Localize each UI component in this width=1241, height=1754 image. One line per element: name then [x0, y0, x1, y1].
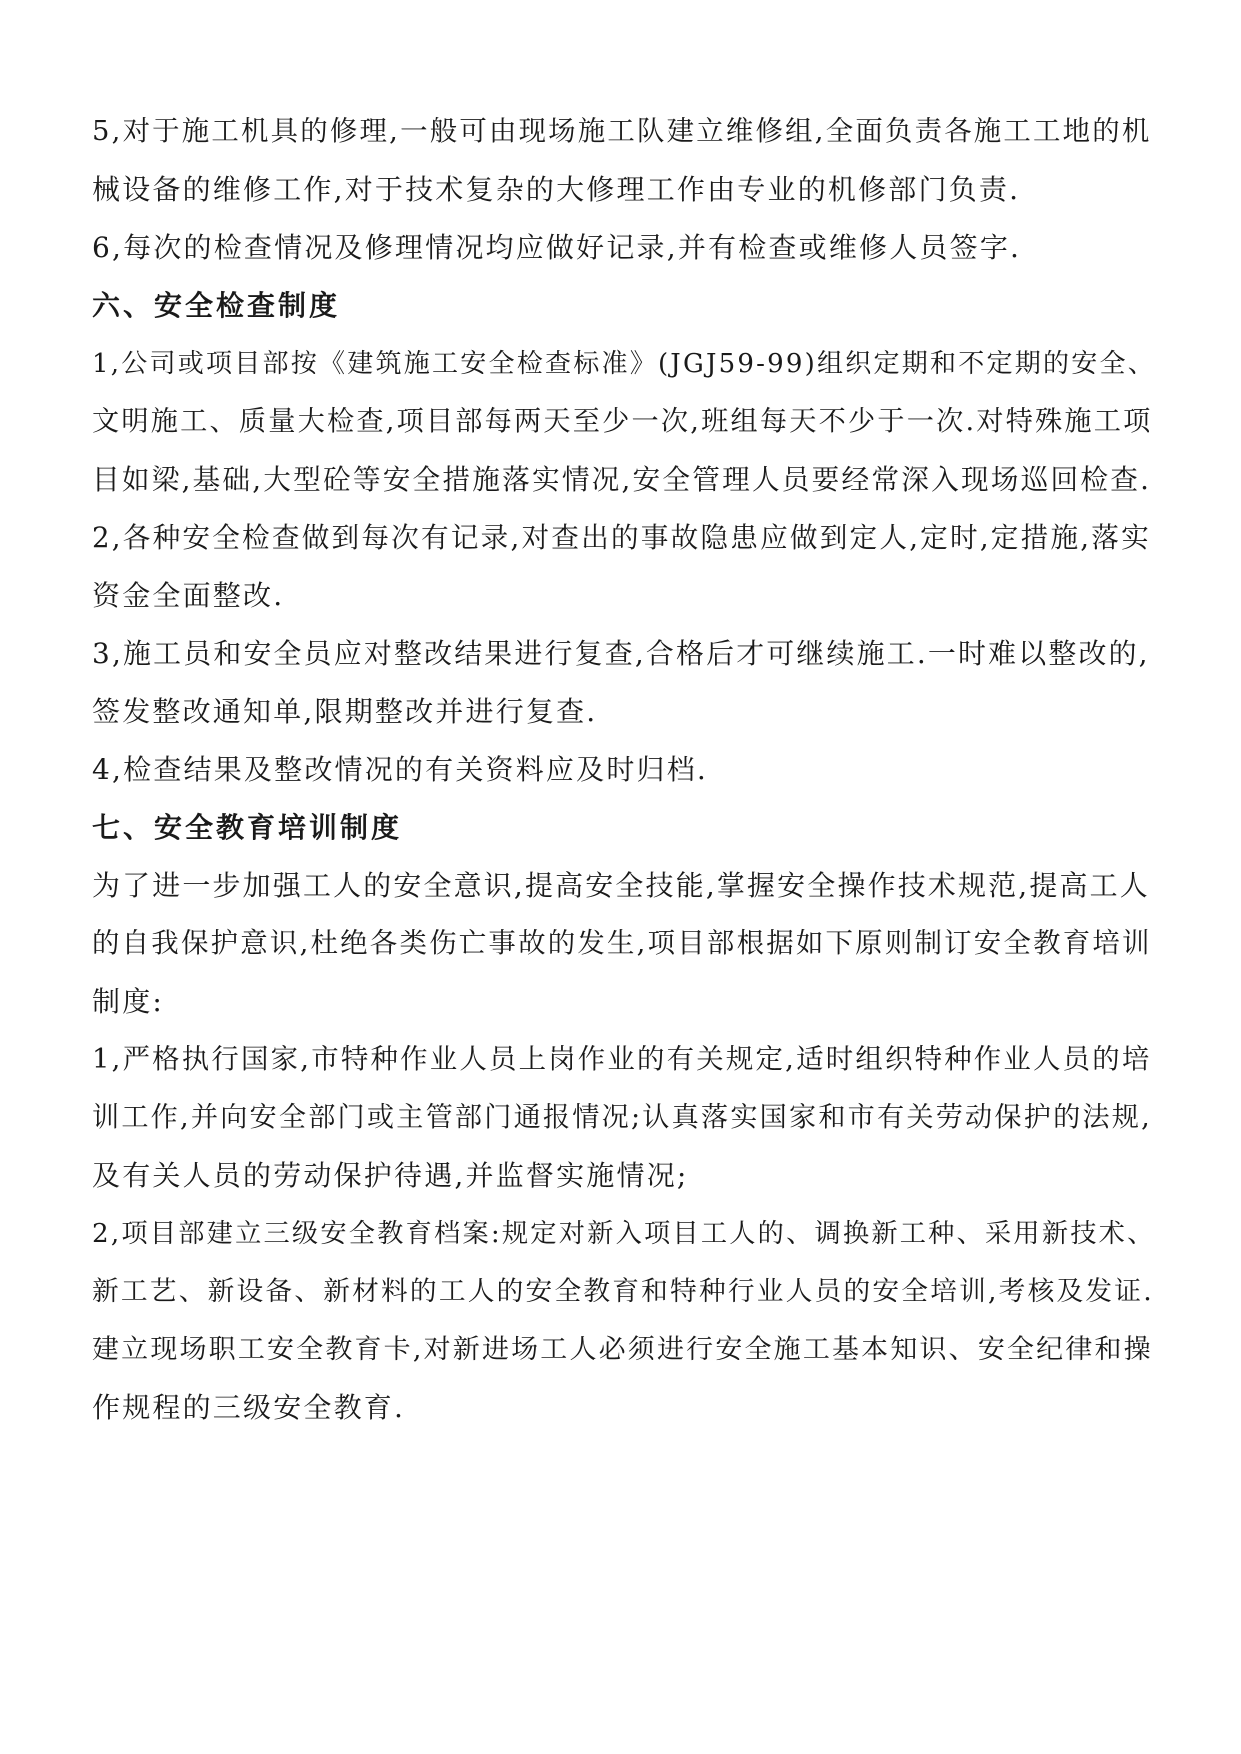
paragraph-line: 训工作,并向安全部门或主管部门通报情况;认真落实国家和市有关劳动保护的法规,	[92, 1102, 1152, 1133]
paragraph-line: 制度:	[92, 985, 165, 1018]
section-heading: 七、安全教育培训制度	[92, 811, 403, 844]
paragraph-line: 文明施工、质量大检查,项目部每两天至少一次,班组每天不少于一次.对特殊施工项	[92, 406, 1153, 437]
paragraph-line: 2,项目部建立三级安全教育档案:规定对新入项目工人的、调换新工种、采用新技术、	[92, 1219, 1156, 1249]
paragraph-line: 4,检查结果及整改情况的有关资料应及时归档.	[92, 753, 709, 786]
section-heading: 六、安全检查制度	[92, 289, 341, 322]
paragraph-line: 械设备的维修工作,对于技术复杂的大修理工作由专业的机修部门负责.	[92, 173, 1021, 206]
paragraph-line: 5,对于施工机具的修理,一般可由现场施工队建立维修组,全面负责各施工工地的机	[92, 116, 1152, 147]
paragraph-line: 为了进一步加强工人的安全意识,提高安全技能,掌握安全操作技术规范,提高工人	[92, 869, 1150, 902]
paragraph-line: 3,施工员和安全员应对整改结果进行复查,合格后才可继续施工.一时难以整改的,	[92, 637, 1150, 670]
paragraph-line: 建立现场职工安全教育卡,对新进场工人必须进行安全施工基本知识、安全纪律和操	[92, 1334, 1153, 1365]
paragraph-line: 签发整改通知单,限期整改并进行复查.	[92, 695, 598, 728]
paragraph-line: 的自我保护意识,杜绝各类伤亡事故的发生,项目部根据如下原则制订安全教育培训	[92, 928, 1152, 959]
paragraph-line: 作规程的三级安全教育.	[92, 1391, 406, 1424]
paragraph-line: 及有关人员的劳动保护待遇,并监督实施情况;	[92, 1159, 689, 1192]
paragraph-line: 新工艺、新设备、新材料的工人的安全教育和特种行业人员的安全培训,考核及发证.	[92, 1276, 1154, 1307]
paragraph-line: 1,严格执行国家,市特种作业人员上岗作业的有关规定,适时组织特种作业人员的培	[92, 1044, 1152, 1075]
paragraph-line: 2,各种安全检查做到每次有记录,对查出的事故隐患应做到定人,定时,定措施,落实	[92, 521, 1151, 554]
paragraph-line: 1,公司或项目部按《建筑施工安全检查标准》(JGJ59-99)组织定期和不定期的安全、	[92, 349, 1157, 379]
paragraph-line: 资金全面整改.	[92, 579, 285, 612]
paragraph-line: 目如梁,基础,大型砼等安全措施落实情况,安全管理人员要经常深入现场巡回检查.	[92, 463, 1152, 496]
paragraph-line: 6,每次的检查情况及修理情况均应做好记录,并有检查或维修人员签字.	[92, 231, 1022, 264]
